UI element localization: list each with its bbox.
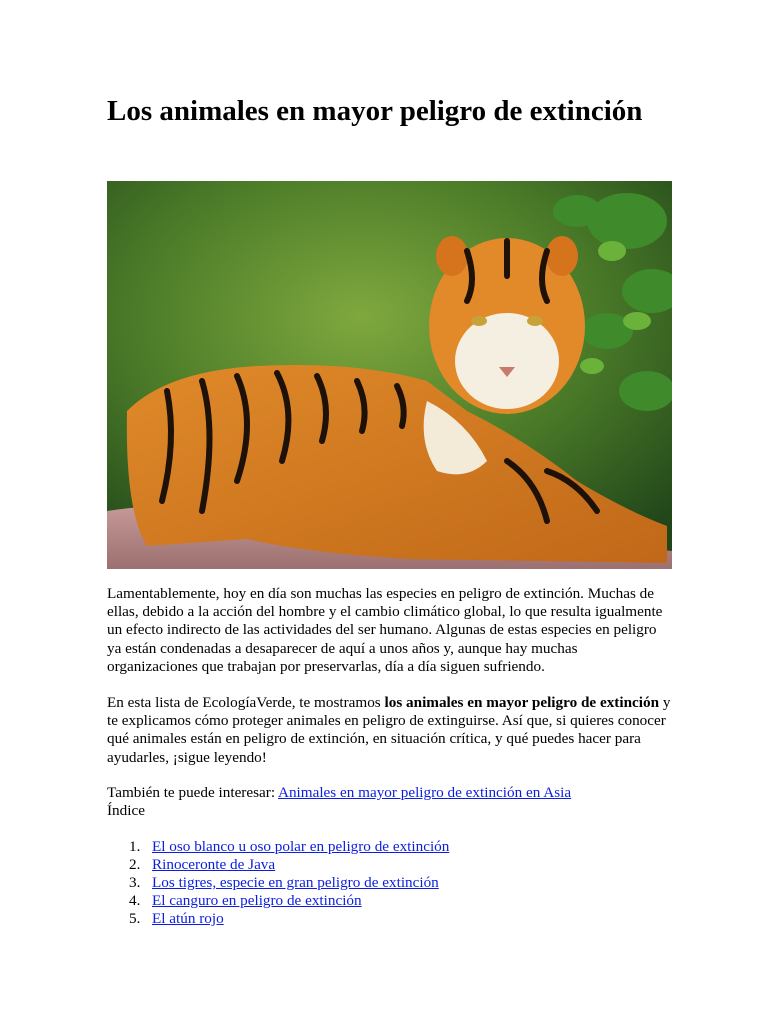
list-intro-paragraph xyxy=(107,694,672,767)
toc-item xyxy=(107,874,449,892)
toc-number: 1. xyxy=(129,838,141,855)
toc-number: 3. xyxy=(129,874,141,891)
index-label: Índice xyxy=(107,802,145,819)
toc-number: 2. xyxy=(129,856,141,873)
toc-link-rinoceronte[interactable]: Rinoceronte de Java xyxy=(152,856,276,873)
paragraph-text: En esta lista de EcologíaVerde, te mostramos xyxy=(107,694,385,711)
toc-number: 4. xyxy=(129,892,141,909)
toc-item xyxy=(107,856,449,874)
toc-item xyxy=(107,892,449,910)
intro-paragraph: Lamentablemente, hoy en día son muchas las especies en peligro de extinción. Muchas de ellas, debido a la acción del hombre y el cambio climático global, lo que resulta igualmente un efecto indirecto de las actividades del ser humano. Algunas de estas especies en peligro ya están condenadas a desaparecer de aquí a unos años y, aunque hay muchas organizaciones que trabajan por preservarlas, día a día siguen sufriendo. xyxy=(107,585,663,675)
related-prefix: También te puede interesar: xyxy=(107,784,278,801)
toc-item xyxy=(107,838,449,856)
related-article-link[interactable]: Animales en mayor peligro de extinción en Asia xyxy=(278,784,572,801)
tiger-photo xyxy=(107,181,672,569)
toc-item xyxy=(107,910,449,928)
paragraph-text: y te explicamos cómo proteger animales en peligro de extinguirse. Así que, si quieres conocer qué animales están en peligro de extinción, en situación crítica, y qué puedes hacer para ayudarles, ¡sigue leyendo! xyxy=(107,694,671,766)
hero-image xyxy=(107,181,672,569)
paragraph-bold-text: los animales en mayor peligro de extinción xyxy=(384,694,660,711)
article-title: Los animales en mayor peligro de extinción xyxy=(107,95,643,127)
toc-link-atun-rojo[interactable]: El atún rojo xyxy=(152,910,224,927)
toc-link-oso-polar[interactable]: El oso blanco u oso polar en peligro de extinción xyxy=(152,838,450,855)
toc-link-canguro[interactable]: El canguro en peligro de extinción xyxy=(152,892,362,909)
toc-link-tigres[interactable]: Los tigres, especie en gran peligro de extinción xyxy=(152,874,439,891)
table-of-contents xyxy=(107,838,449,928)
related-article-line xyxy=(107,784,571,802)
toc-number: 5. xyxy=(129,910,141,927)
